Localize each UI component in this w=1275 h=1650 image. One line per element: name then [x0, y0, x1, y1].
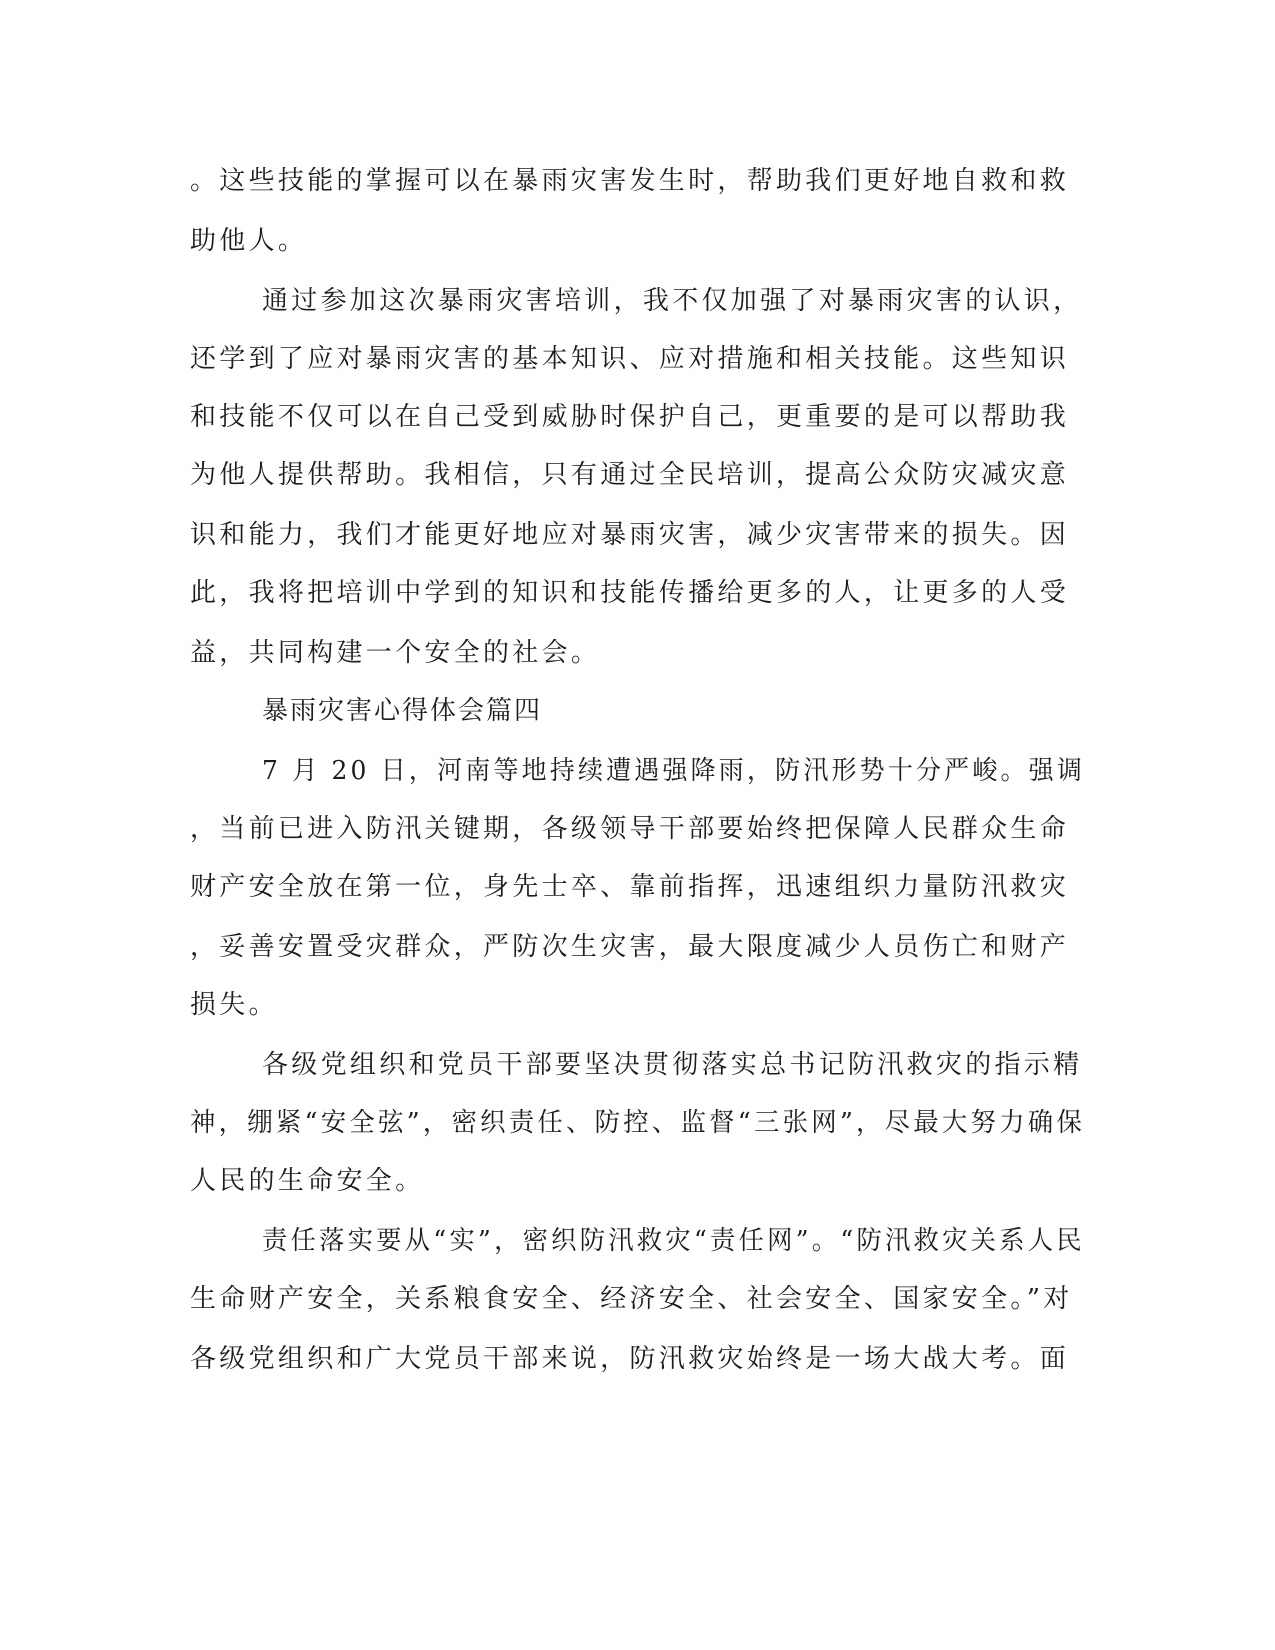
paragraph-start: 通过参加这次暴雨灾害培训，我不仅加强了对暴雨灾害的认识，	[262, 286, 1083, 316]
text-line: 此，我将把培训中学到的知识和技能传播给更多的人，让更多的人受	[190, 578, 1070, 608]
text-line: 助他人。	[190, 226, 308, 256]
text-line: ，妥善安置受灾群众，严防次生灾害，最大限度减少人员伤亡和财产	[190, 932, 1070, 962]
text-line: 人民的生命安全。	[190, 1166, 425, 1196]
paragraph-start: 责任落实要从“实”，密织防汛救灾“责任网”。“防汛救灾关系人民	[262, 1226, 1085, 1256]
section-heading: 暴雨灾害心得体会篇四	[262, 696, 543, 726]
text-line: 损失。	[190, 990, 278, 1020]
text-line: 生命财产安全，关系粮食安全、经济安全、社会安全、国家安全。”对	[190, 1284, 1073, 1314]
text-line: 。这些技能的掌握可以在暴雨灾害发生时，帮助我们更好地自救和救	[190, 166, 1070, 196]
text-line: 益，共同构建一个安全的社会。	[190, 638, 601, 668]
text-line: 和技能不仅可以在自己受到威胁时保护自己，更重要的是可以帮助我	[190, 402, 1070, 432]
text-line: 为他人提供帮助。我相信，只有通过全民培训，提高公众防灾减灾意	[190, 460, 1070, 490]
text-line: 各级党组织和广大党员干部来说，防汛救灾始终是一场大战大考。面	[190, 1344, 1070, 1374]
text-line: 神，绷紧“安全弦”，密织责任、防控、监督“三张网”，尽最大努力确保	[190, 1108, 1086, 1138]
text-line: 还学到了应对暴雨灾害的基本知识、应对措施和相关技能。这些知识	[190, 344, 1070, 374]
text-line: 识和能力，我们才能更好地应对暴雨灾害，减少灾害带来的损失。因	[190, 520, 1070, 550]
paragraph-start: 7 月 20 日，河南等地持续遭遇强降雨，防汛形势十分严峻。强调	[262, 756, 1086, 786]
paragraph-start: 各级党组织和党员干部要坚决贯彻落实总书记防汛救灾的指示精	[262, 1050, 1083, 1080]
text-line: 财产安全放在第一位，身先士卒、靠前指挥，迅速组织力量防汛救灾	[190, 872, 1070, 902]
text-line: ，当前已进入防汛关键期，各级领导干部要始终把保障人民群众生命	[190, 814, 1070, 844]
